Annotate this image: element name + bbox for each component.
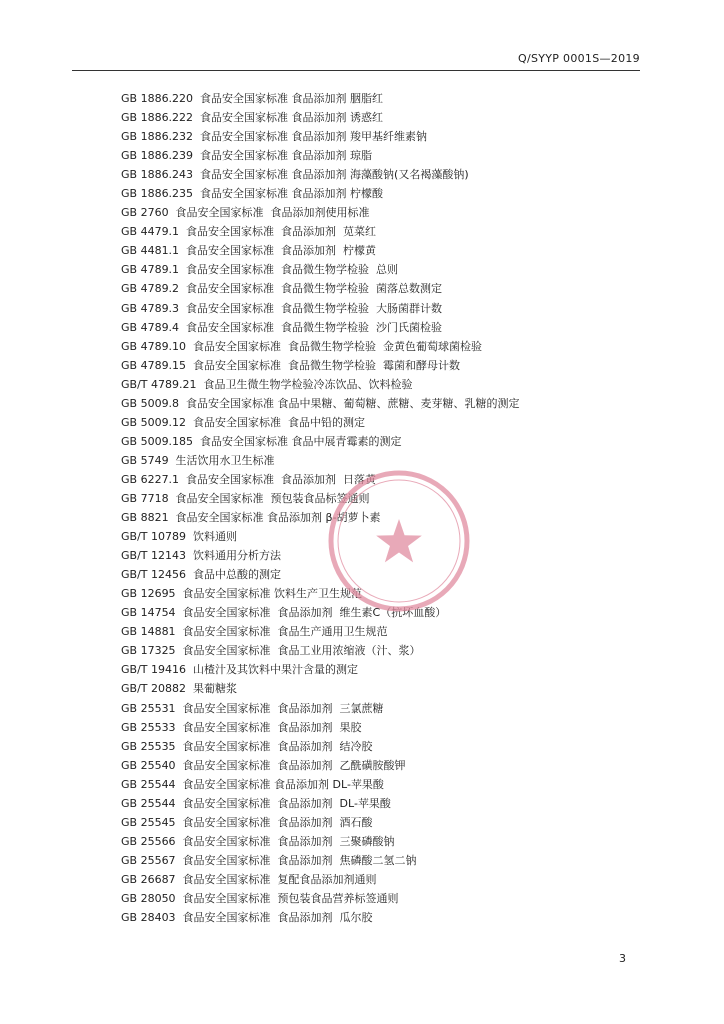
reference-item: GB/T 10789 饮料通则 bbox=[121, 530, 237, 544]
reference-item: GB 5009.8 食品安全国家标准 食品中果糖、葡萄糖、蔗糖、麦芽糖、乳糖的测定 bbox=[121, 396, 520, 410]
reference-item: GB 25567 食品安全国家标准 食品添加剂 焦磷酸二氢二钠 bbox=[121, 853, 417, 867]
reference-item: GB 17325 食品安全国家标准 食品工业用浓缩液（汁、浆） bbox=[121, 644, 421, 658]
document-code: Q/SYYP 0001S—2019 bbox=[518, 52, 640, 65]
reference-item: GB 1886.232 食品安全国家标准 食品添加剂 羧甲基纤维素钠 bbox=[121, 130, 428, 144]
reference-item: GB/T 4789.21 食品卫生微生物学检验冷冻饮品、饮料检验 bbox=[121, 377, 413, 391]
company-seal-stamp bbox=[325, 467, 473, 615]
reference-item: GB 5749 生活饮用水卫生标准 bbox=[121, 453, 275, 467]
reference-item: GB 5009.12 食品安全国家标准 食品中铅的测定 bbox=[121, 415, 366, 429]
reference-item: GB/T 12456 食品中总酸的测定 bbox=[121, 568, 281, 582]
reference-item: GB 25533 食品安全国家标准 食品添加剂 果胶 bbox=[121, 720, 362, 734]
reference-item: GB 4789.2 食品安全国家标准 食品微生物学检验 菌落总数测定 bbox=[121, 282, 443, 296]
reference-item: GB 4481.1 食品安全国家标准 食品添加剂 柠檬黄 bbox=[121, 244, 377, 258]
reference-item: GB 25544 食品安全国家标准 食品添加剂 DL-苹果酸 bbox=[121, 777, 384, 791]
page-header bbox=[72, 48, 640, 71]
reference-item: GB 25545 食品安全国家标准 食品添加剂 酒石酸 bbox=[121, 815, 373, 829]
reference-item: GB 5009.185 食品安全国家标准 食品中展青霉素的测定 bbox=[121, 434, 402, 448]
reference-item: GB 25531 食品安全国家标准 食品添加剂 三氯蔗糖 bbox=[121, 701, 384, 715]
reference-item: GB 1886.239 食品安全国家标准 食品添加剂 琼脂 bbox=[121, 149, 373, 163]
reference-item: GB 4789.3 食品安全国家标准 食品微生物学检验 大肠菌群计数 bbox=[121, 301, 443, 315]
reference-item: GB 1886.222 食品安全国家标准 食品添加剂 诱惑红 bbox=[121, 111, 384, 125]
reference-item: GB 6227.1 食品安全国家标准 食品添加剂 日落黄 bbox=[121, 472, 377, 486]
reference-item: GB 4789.4 食品安全国家标准 食品微生物学检验 沙门氏菌检验 bbox=[121, 320, 443, 334]
reference-item: GB 28403 食品安全国家标准 食品添加剂 瓜尔胶 bbox=[121, 911, 373, 925]
reference-item: GB 26687 食品安全国家标准 复配食品添加剂通则 bbox=[121, 872, 377, 886]
reference-item: GB/T 19416 山楂汁及其饮料中果汁含量的测定 bbox=[121, 663, 358, 677]
reference-item: GB 25540 食品安全国家标准 食品添加剂 乙酰磺胺酸钾 bbox=[121, 758, 406, 772]
reference-item: GB 1886.220 食品安全国家标准 食品添加剂 胭脂红 bbox=[121, 92, 384, 105]
reference-item: GB 25535 食品安全国家标准 食品添加剂 结冷胶 bbox=[121, 739, 373, 753]
reference-item: GB 1886.235 食品安全国家标准 食品添加剂 柠檬酸 bbox=[121, 187, 384, 201]
reference-item: GB 4789.10 食品安全国家标准 食品微生物学检验 金黄色葡萄球菌检验 bbox=[121, 339, 483, 353]
reference-item: GB/T 12143 饮料通用分析方法 bbox=[121, 549, 281, 563]
reference-item: GB 25566 食品安全国家标准 食品添加剂 三聚磷酸钠 bbox=[121, 834, 395, 848]
reference-item: GB 14881 食品安全国家标准 食品生产通用卫生规范 bbox=[121, 625, 388, 639]
reference-item: GB 4479.1 食品安全国家标准 食品添加剂 苋菜红 bbox=[121, 225, 377, 239]
reference-item: GB 4789.15 食品安全国家标准 食品微生物学检验 霉菌和酵母计数 bbox=[121, 358, 461, 372]
reference-item: GB 25544 食品安全国家标准 食品添加剂 DL-苹果酸 bbox=[121, 796, 391, 810]
reference-item: GB/T 20882 果葡糖浆 bbox=[121, 682, 237, 696]
reference-item: GB 1886.243 食品安全国家标准 食品添加剂 海藻酸钠(又名褐藻酸钠) bbox=[121, 168, 469, 182]
reference-item: GB 28050 食品安全国家标准 预包装食品营养标签通则 bbox=[121, 891, 399, 905]
reference-item: GB 4789.1 食品安全国家标准 食品微生物学检验 总则 bbox=[121, 263, 399, 277]
reference-item: GB 14754 食品安全国家标准 食品添加剂 维生素C（抗坏血酸） bbox=[121, 606, 447, 620]
page-number: 3 bbox=[619, 952, 626, 965]
reference-item: GB 7718 食品安全国家标准 预包装食品标签通则 bbox=[121, 491, 370, 505]
reference-item: GB 2760 食品安全国家标准 食品添加剂使用标准 bbox=[121, 206, 370, 220]
reference-item: GB 12695 食品安全国家标准 饮料生产卫生规范 bbox=[121, 587, 363, 601]
reference-item: GB 8821 食品安全国家标准 食品添加剂 β-胡萝卜素 bbox=[121, 511, 381, 525]
